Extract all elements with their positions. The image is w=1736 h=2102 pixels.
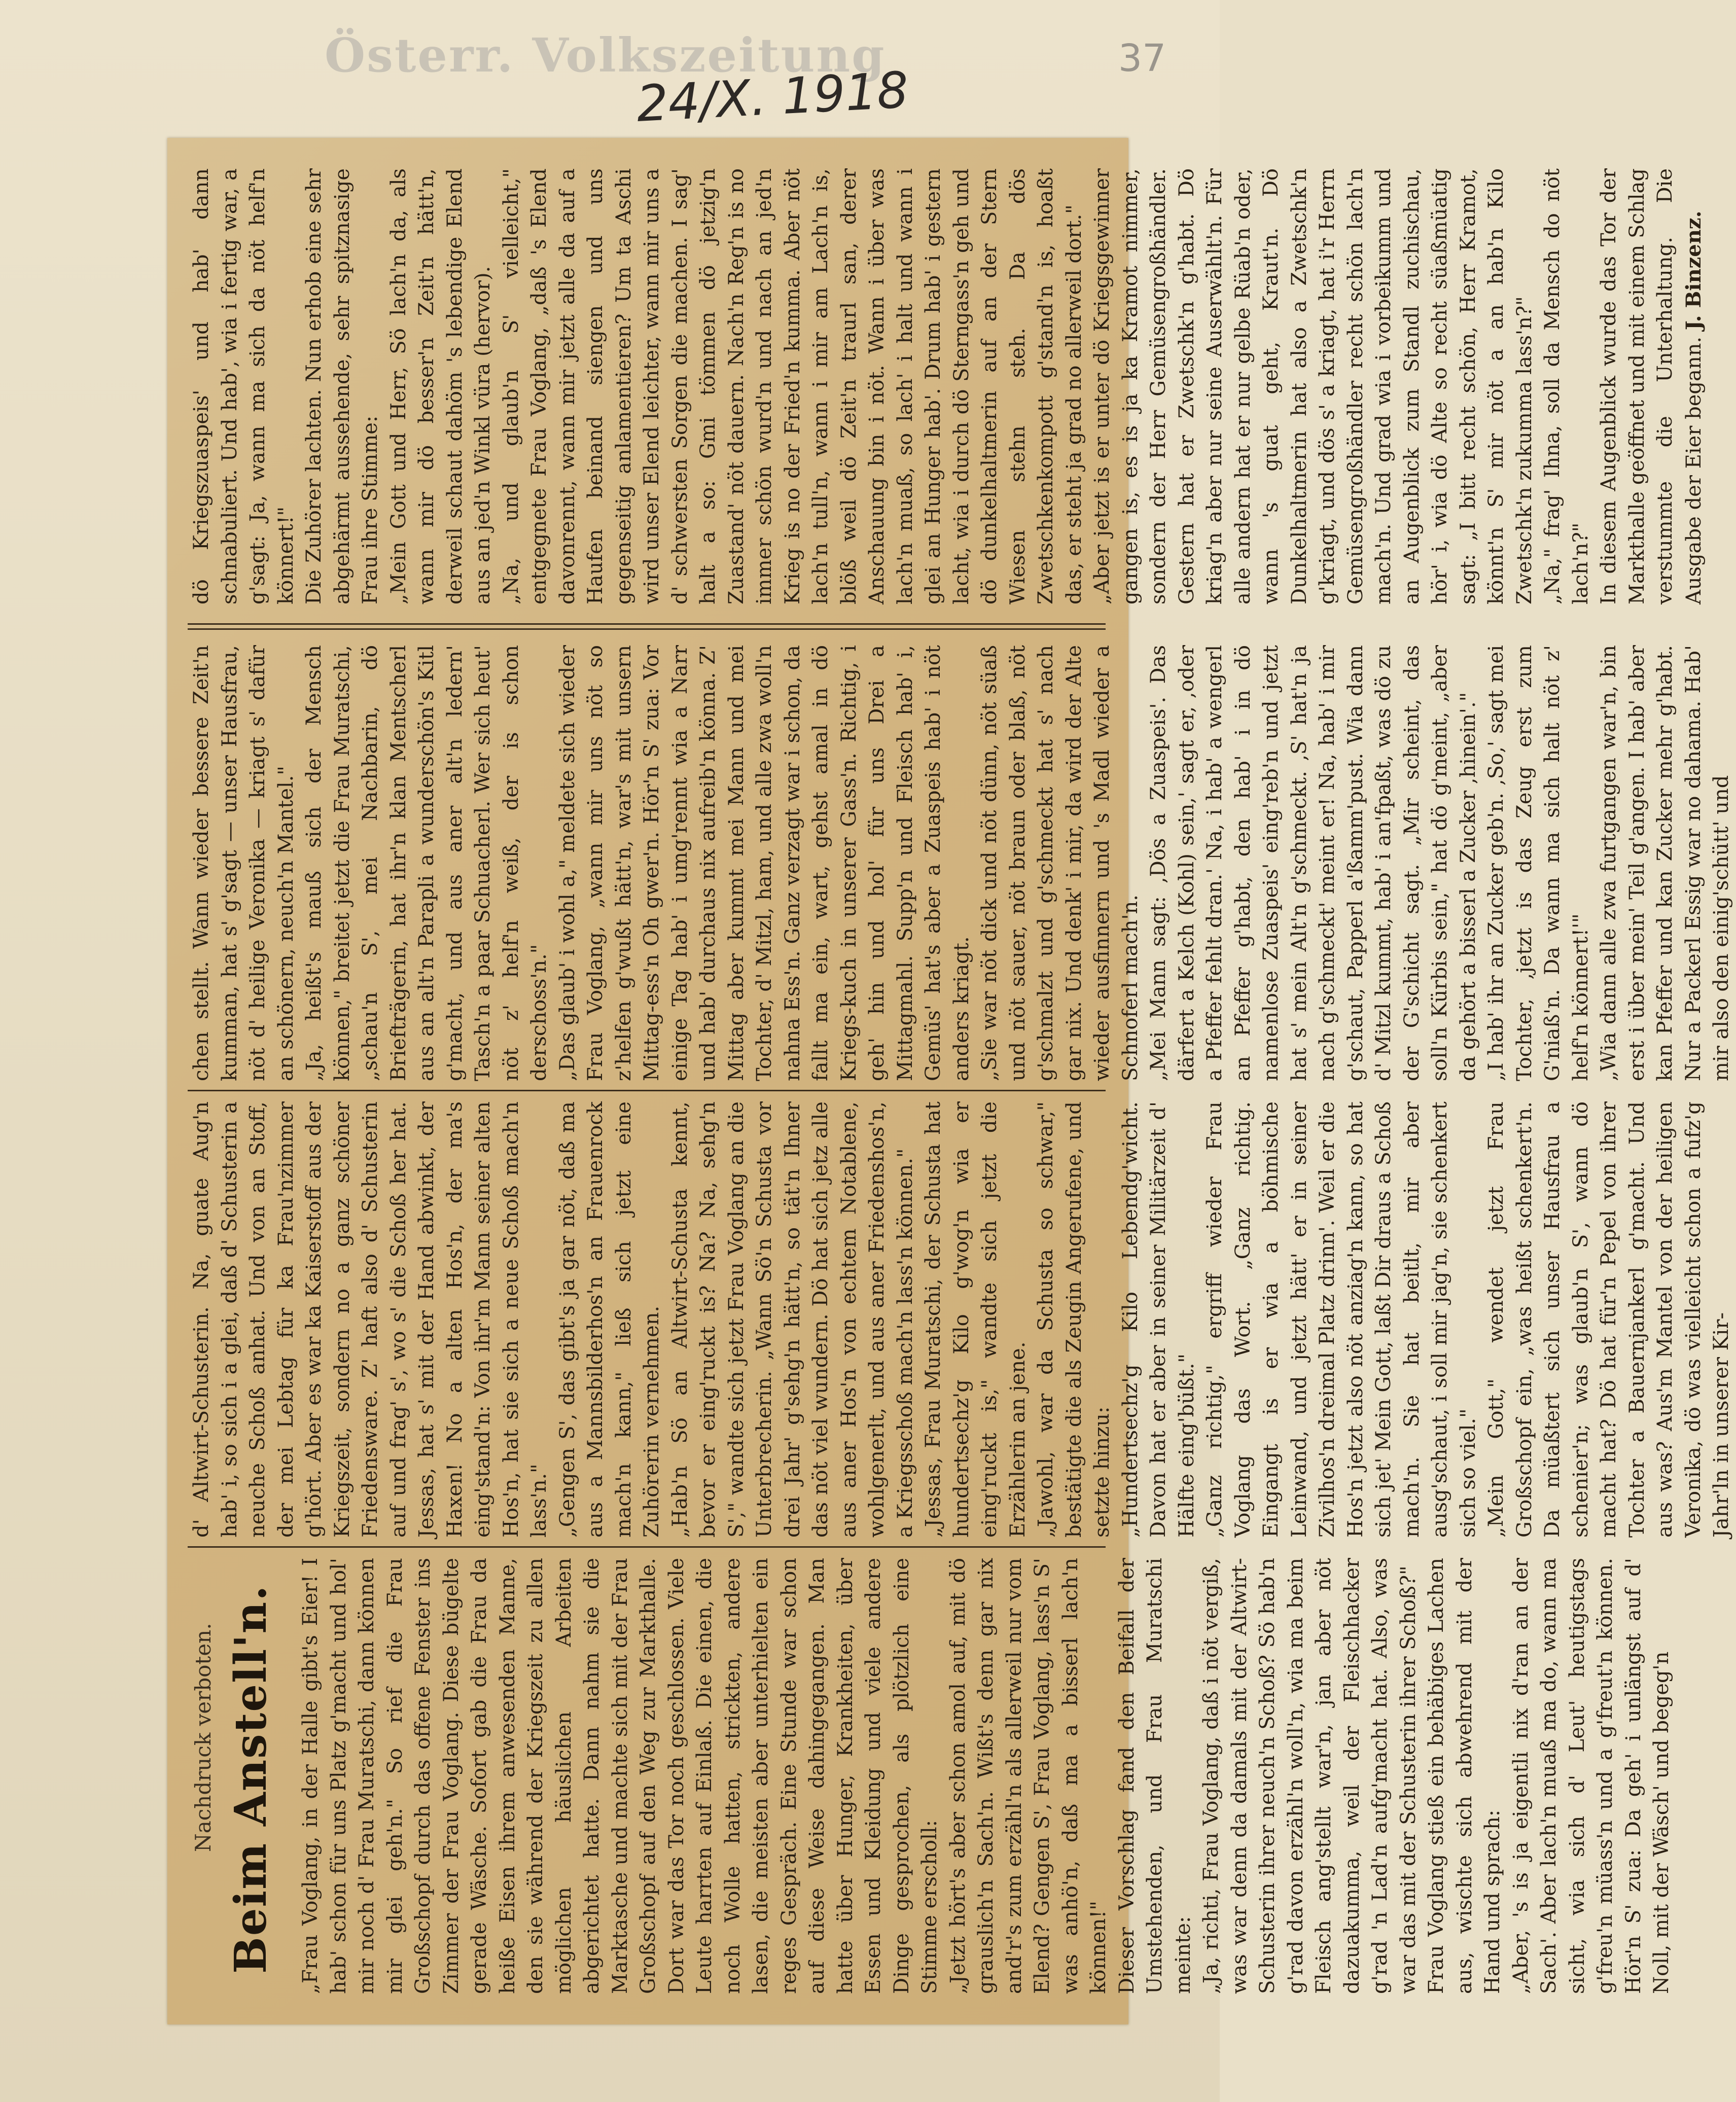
column-divider — [188, 623, 1106, 625]
article-body — [188, 168, 1733, 1994]
article-column-2: d' Altwirt-Schusterin. Na, guate Aug'n hab' i, so sich i a glei, daß d' Schusterin a neuche Schoß anhat. Und von an Stoff, der mei Lebtag für ka Frau'nzimmer g'hört. Aber es war ka Kaiserstoff aus der Kriegszeit, sondern no a ganz schöner Friedensware. Z' haft also d' Schusterin auf und frag' s', wo s' die Schoß her hat. Jessas, hat s' mit der Hand abwinkt, der Haxen! No a alten Hos'n, der ma's eing'stand'n: Von ihr'm Mann seiner alten Hos'n, hat sie sich a neue Schoß mach'n lass'n." „Gengen S', das gibt's ja gar nöt, daß ma aus a Mannsbilderhos'n an Frauenrock mach'n kann," ließ sich jetzt eine Zuhörerin vernehmen. „Hab'n Sö an Altwirt-Schusta kennt, bevor er eing'ruckt is? Na? Na, sehg'n S'," wandte sich jetzt Frau Voglang an die Unterbrecherin. „Wann Sö'n Schusta vor drei Jahr' g'sehg'n hätt'n, so tät'n Ihner das nöt viel wundern. Dö hat sich jetz alle aus aner Hos'n von echtem Notablene, wohlgenerlt, und aus aner Friedenshos'n, a Kriegsschoß mach'n lass'n können." „Jessas, Frau Muratschi, der Schusta hat hundertsechz'g Kilo g'wog'n wia er eing'ruckt is," wandte sich jetzt die Erzählerin an jene. „Jawohl, war da Schusta so schwar," bestätigte die als Zeugin Angerufene, und setzte hinzu: „Hundertsechz'g Kilo Lebendg'wicht. Davon hat er aber in seiner Militärzeit d' Hälfte eing'büßt." „Ganz richtig," ergriff wieder Frau Voglang das Wort. „Ganz richtig. Eingangt is er wia a böhmische Leinwand, und jetzt hätt' er in seiner Zivilhos'n dreimal Platz drinn'. Weil er die Hos'n jetzt also nöt anziag'n kann, so hat sich jet' Mein Gott, laßt Dir draus a Schoß mach'n. Sie hat beitlt, mir aber ausg'schaut, i soll mir jag'n, sie schenkert sich so viel." „Mein Gott," wendet jetzt Frau Großschopf ein, „was heißt schenkert'n. Da müaßtert sich unser Hausfrau a schenier'n; was glaub'n S', wann dö macht hat? Dö hat für'n Pepel von ihrer Tochter a Bauernjankerl g'macht. Und aus was? Aus'm Mantel von der heiligen Veronika, dö was vielleicht schon a fufz'g Jahr'ln in unserer Kir- — [190, 1101, 1733, 1538]
column-4-text: dö Kriegszuaspeis' und hab' dann schnabuliert. Und hab', wia i fertig war, a g'sagt: Ja, wann ma sich da nöt helf'n könnert!" Die Zuhörer lachten. Nun erhob eine sehr abgehärmt aussehende, sehr spitznasige Frau ihre Stimme: „Mein Gott und Herr, Sö lach'n da, als wann mir dö besser'n Zeit'n hätt'n, derweil schaut dahöm 's lebendige Elend aus an jed'n Winkl vüra (hervor). „Na, und glaub'n S' vielleicht," entgegnete Frau Voglang, „daß 's Elend davonrennt, wann mir jetzt alle da auf a Haufen beinand siengen und uns gegenseitig anlamentieren? Um ta Aschi wird unser Elend leichter, wann mir uns a d' schwersten Sorgen die machen. I sag' halt a so: Gmi tömmen dö jetzig'n Zuastand' nöt dauern. Nach'n Reg'n is no immer schön wurd'n und nach an jed'n Krieg is no der Fried'n kumma. Aber nöt lach'n tull'n, wann i mir am Lach'n is, blöß weil dö Zeit'n traurl san, derer Anschauung bin i nöt. Wann i über was lach'n muaß, so lach' i halt und wann i glei an Hunger hab'. Drum hab' i gestern lacht, wia i durch dö Sterngass'n geh und dö dunkelhaltmerin auf an der Stern Wiesen stehn steh. Da dös Zwetschkenkompott g'stand'n is, hoaßt das, er steht ja grad no allerweil dort." „Aber jetzt is er unter dö Kriegsgewinner gangen is, es is ja ka Kramot nimmer, sondern der Herr Gemüsengroßhändler. Gestern hat er Zwetschk'n g'habt. Dö kriag'n aber nur seine Auserwählt'n. Für alle andern hat er nur gelbe Rüab'n oder, wann 's guat geht, Kraut'n. Dö Dunkelhaltmerin hat also a Zwetschk'n g'kriagt, und dös s' a kriagt, hat i'r Herrn Gemüsengroßhändler recht schön lach'n mach'n. Und grad wia i vorbeikumm und an Augenblick zum Standl zuchischau, hör' i, wia dö Alte so recht süaßmüatig sagt: „I bitt recht schön, Herr Kramot, könnt'n S' mir nöt a an hab'n Kilo Zwetschk'n zukumma lass'n?" „Na," frag' Ihna, soll da Mensch do nöt lach'n?" In diesem Augenblick wurde das Tor der Markthalle geöffnet und mit einem Schlag verstummte die Unterhaltung. Die Ausgabe der Eier begann. — [190, 168, 1706, 604]
newspaper-stamp: Österr. Volkszeitung — [325, 28, 886, 83]
article-column-3: chen stellt. Wann wieder bessere Zeit'n kumman, hat s' g'sagt — unser Hausfrau, nöt d' heilige Veronika — kriagt s' dafür an schönern, neuch'n Mantel." „Ja, heißt's mauß sich der Mensch können," breitet jetzt die Frau Muratschi, „schau'n S', mei Nachbarin, dö Briefträgerin, hat ihr'n klan Mentscherl aus an alt'n Parapli a wunderschön's Kitl g'macht, und aus aner alt'n ledern' Tasch'n a paar Schuacherl. Wer sich heut' nöt z' helf'n weiß, der is schon derschoss'n." „Das glaub' i wohl a," meldete sich wieder Frau Voglang, „wann mir uns nöt so z'helfen g'wußt hätt'n, war's mit unsern Mittag-ess'n Oh gwer'n. Hör'n S' zua: Vor einige Tag hab' i umg'rennt wia a Narr und hab' durchaus nix aufreib'n könna. Z' Mittag aber kummt mei Mann und mei Tochter, d' Mitzl, ham, und alle zwa woll'n nahna Ess'n. Ganz verzagt war i schon, da fallt ma ein, wart, gehst amal in dö Kriegs-kuch in unserer Gass'n. Richtig, i geh' hin und hol' für uns Drei a Mittagmahl. Supp'n und Fleisch hab' i, Gemüs' hat's aber a Zuaspeis hab' i nöt anders kriagt. „Sie war nöt dick und nöt dünn, nöt süaß und nöt sauer, nöt braun oder blaß, nöt g'schmalzt und g'schmeckt hat s' nach gar nix. Und denk' i mir, da wird der Alte wieder ausfinnern und 's Madl wieder a Schnoferl mach'n. „Mei Mann sagt: ,Dös a Zuaspeis'. Das därfert a Kelch (Kohl) sein,' sagt er, ,oder a Pfeffer fehlt dran.' Na, i hab' a wengerl an Pfeffer g'habt, den hab' i in dö namenlose Zuaspeis' eing'reb'n und jetzt hat s' mein Alt'n g'schmeckt. ,S' hat'n ja nach g'schmeckt' meint er! Na, hab' i mir g'schaut, Papperl a'ßamm'pust. Wia dann d' Mitzl kummt, hab' i an'fpaßt, was dö zu der G'schicht sagt. „Mir scheint, das soll'n Kürbis sein," hat dö g'meint, „aber da gehört a bisserl a Zucker ,hinein'." „I hab' ihr an Zucker geb'n. ,So,' sagt mei Tochter, ,jetzt is das Zeug erst zum G'niaß'n. Da wann ma sich halt nöt z' helf'n könnert!'" „Wia dann alle zwa furtgangen war'n, bin erst i über mein' Teil g'angen. I hab' aber kan Pfeffer und kan Zucker mehr g'habt. Nur a Packerl Essig war no dahama. Hab' mir also den einig'schütt' und — [190, 645, 1733, 1081]
rotated-article — [167, 138, 1733, 2024]
newspaper-clipping — [167, 138, 1733, 2024]
column-divider — [188, 1546, 1106, 1548]
article-column-1: „Frau Voglang, in der Halle gibt's Eier! I hab' schon für uns Platz g'macht und hol' mir noch d' Frau Muratschi, dann können mir glei geh'n." So rief die Frau Großschopf durch das offene Fenster ins Zimmer der Frau Voglang. Diese bügelte gerade Wäsche. Sofort gab die Frau da heiße Eisen ihrem anwesenden Manne, den sie während der Kriegszeit zu allen möglichen häuslichen Arbeiten abgerichtet hatte. Dann nahm sie die Marktasche und machte sich mit der Frau Großschopf auf den Weg zur Markthalle. Dort war das Tor noch geschlossen. Viele Leute harrten auf Einlaß. Die einen, die noch Wolle hatten, strickten, andere lasen, die meisten aber unterhielten ein reges Gespräch. Eine Stunde war schon auf diese Weise dahingegangen. Man hatte über Hunger, Krankheiten, über Essen und Kleidung und viele andere Dinge gesprochen, als plötzlich eine Stimme erscholl: „Jetzt hört's aber schon amol auf, mit dö grauslich'n Sach'n. Wißt's denn gar nix and'r's zum erzähl'n als allerweil nur vom Elend? Gengen S', Frau Voglang, lass'n S' was anhö'n, daß ma a bisserl lach'n können!" Dieser Vorschlag fand den Beifall der Umstehenden, und Frau Muratschi meinte: „Ja, richti, Frau Voglang, daß i nöt vergiß, was war denn da damals mit der Altwirt-Schusterin ihrer neuch'n Schoß? Sö hab'n g'rad davon erzähl'n woll'n, wia ma beim Fleisch ang'stellt war'n, jan aber nöt dazuakumma, weil der Fleischhacker g'rad 'n Lad'n aufg'macht hat. Also, was war das mit der Schusterin ihrer Schoß?" Frau Voglang stieß ein behäbiges Lachen aus, wischte sich abwehrend mit der Hand und sprach: „Aber, 's is ja eigentli nix d'ran an der Sach'. Aber lach'n muaß ma do, wann ma sicht, wia sich d' Leut' heutigstags g'freu'n müass'n und a g'freut'n können. Hör'n S' zua: Da geh' i unlängst auf d' Noll, mit der Wäsch' und begeg'n — [299, 1558, 1673, 1994]
author-signature: J. Binzenz. — [1681, 210, 1706, 331]
column-divider — [188, 1090, 1106, 1091]
article-header — [188, 1558, 289, 1994]
reprint-notice: Nachdruck verboten. — [191, 1623, 216, 1852]
article-column-4 — [188, 168, 1706, 604]
handwritten-date: 24/X. 1918 — [635, 61, 910, 133]
article-headline: Beim Anstell'n. — [225, 1584, 276, 1974]
page-number: 37 — [1118, 37, 1166, 80]
column-divider — [188, 628, 1106, 630]
